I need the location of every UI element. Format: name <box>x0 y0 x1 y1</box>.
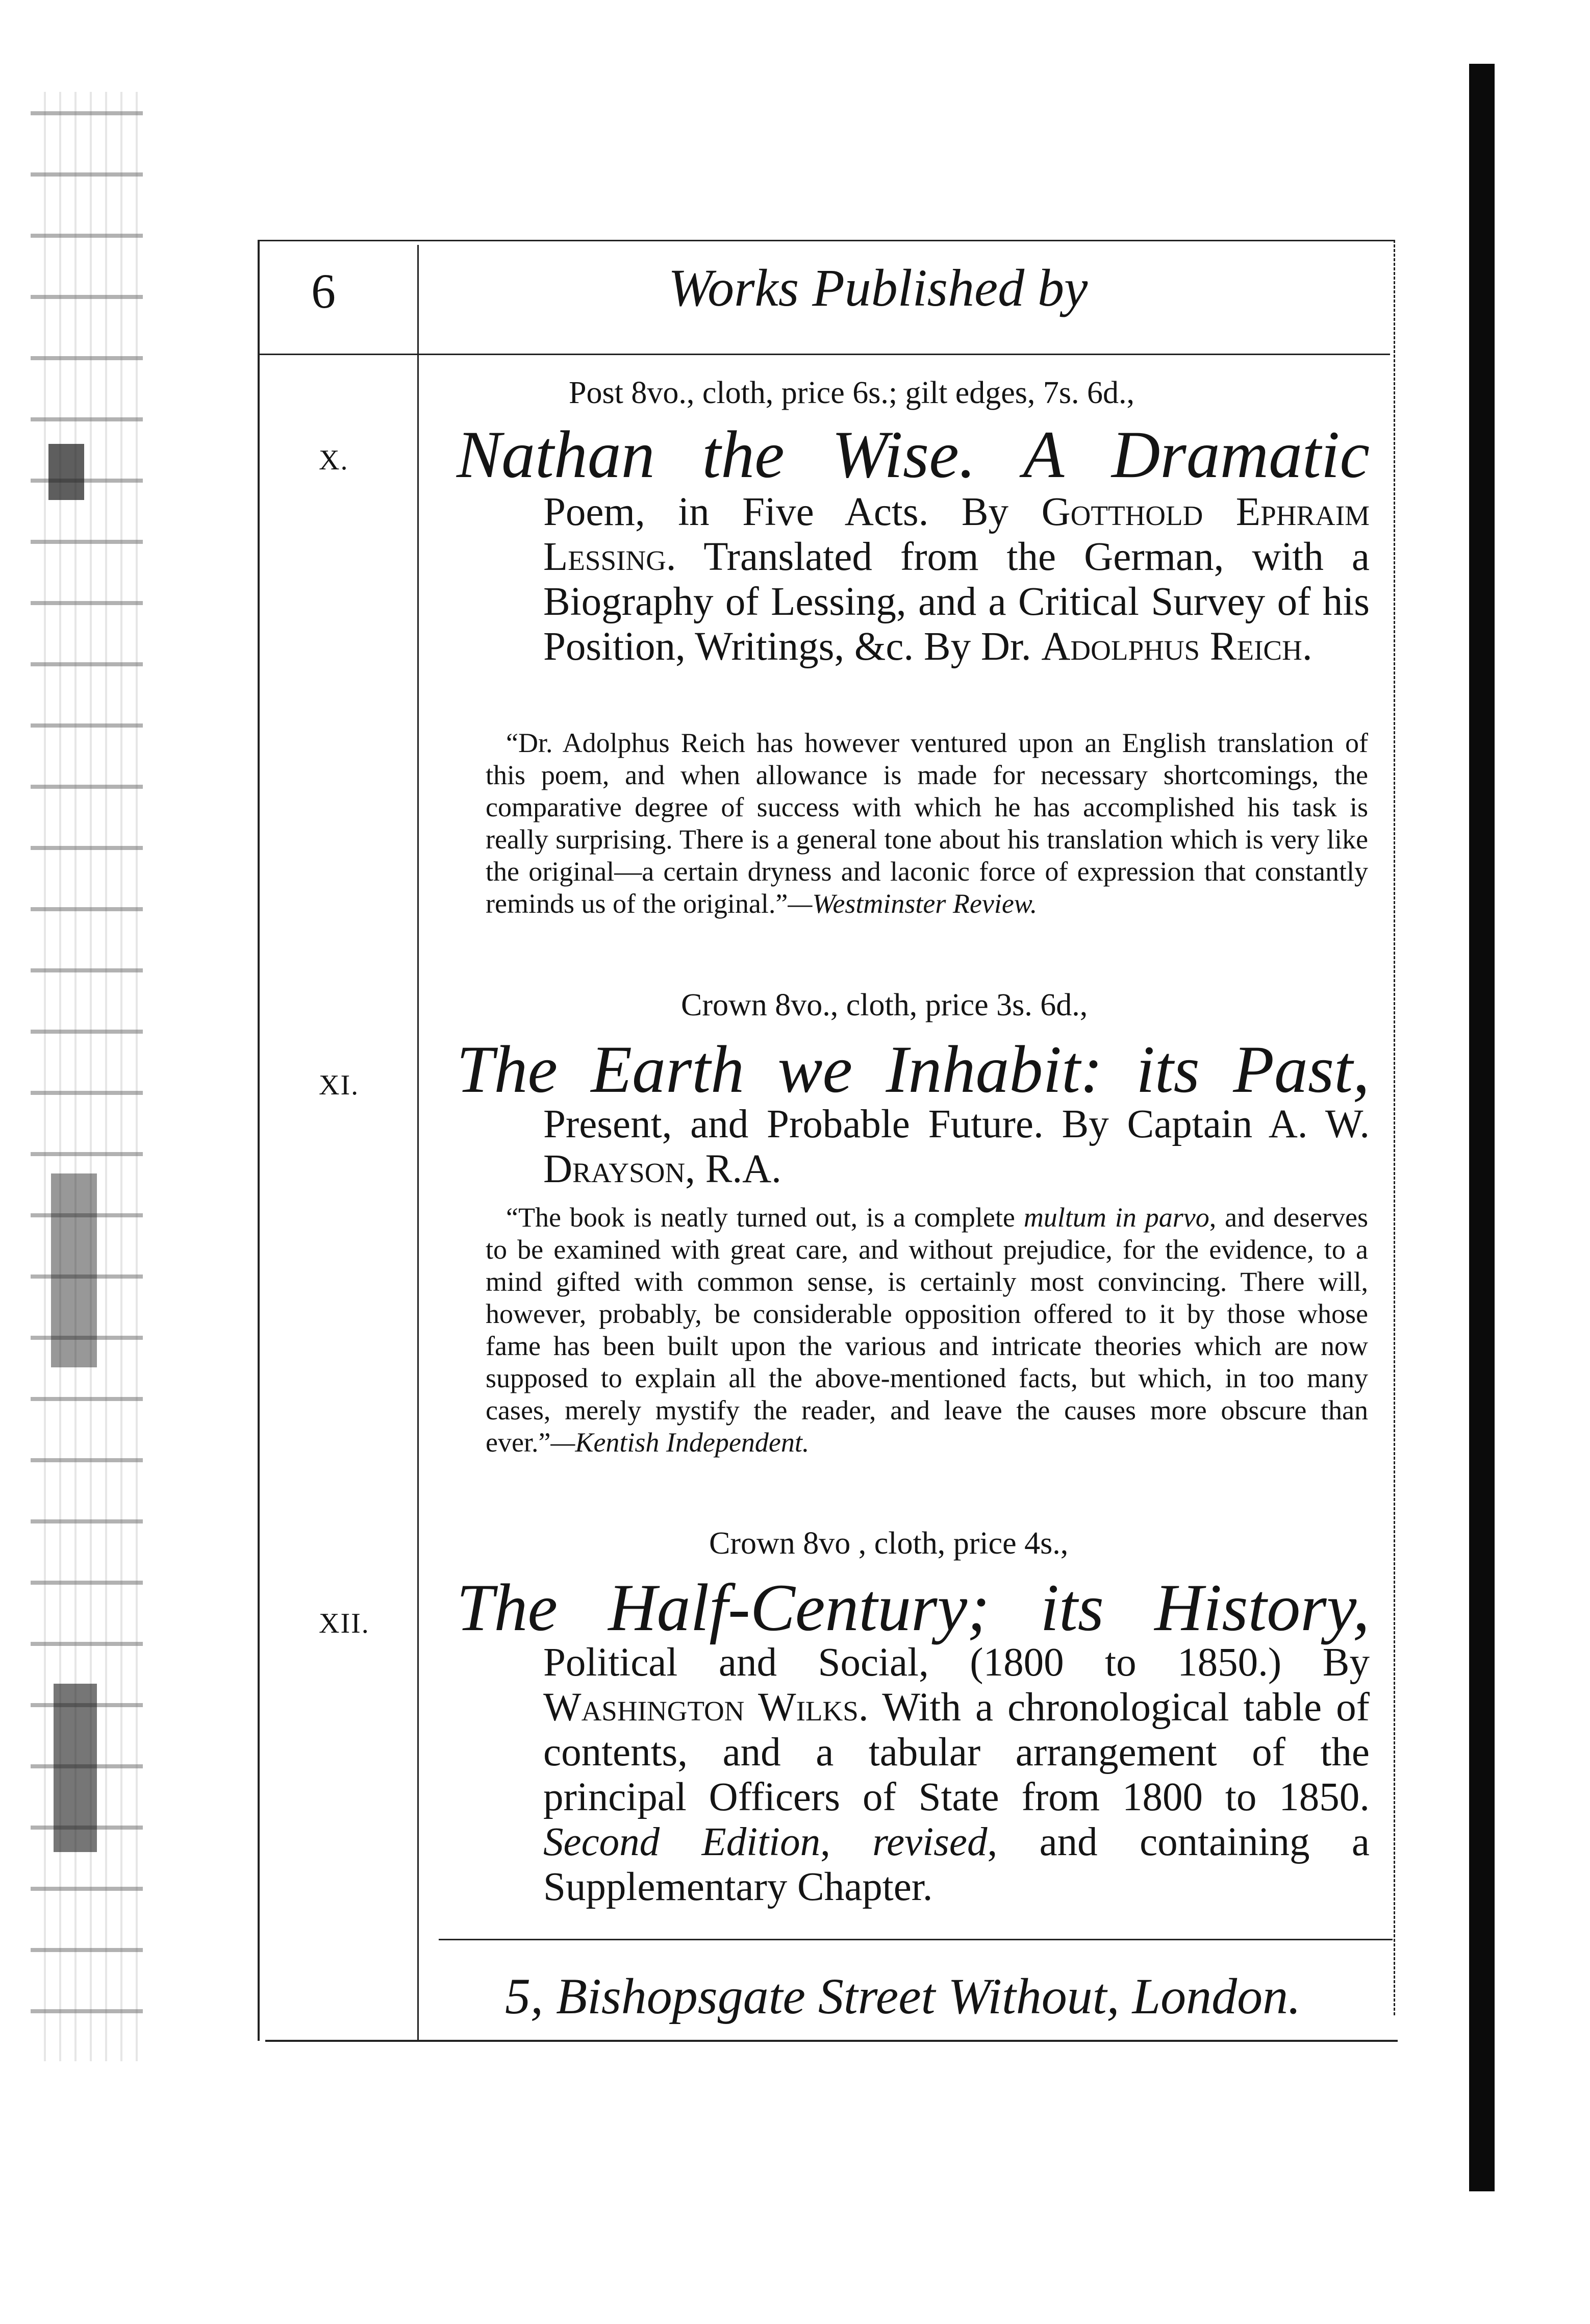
title-word: Past, <box>1233 1032 1370 1107</box>
desc-text: . Translated from the German, with a Biography of Lessing, and a Critical Survey of his Position, Writings, &c. By Dr. <box>543 535 1370 669</box>
title-word: The <box>457 1570 558 1645</box>
desc-text: Political and Social, (1800 to 1850.) By <box>543 1640 1370 1685</box>
frame-right-rule <box>1394 240 1395 2015</box>
entry-description <box>543 490 1370 669</box>
quote-text: “The book is neatly turned out, is a complete <box>506 1202 1024 1233</box>
entry-number: XII. <box>319 1608 370 1639</box>
review-quote <box>486 727 1368 920</box>
author-name: Gotthold Ephraim Lessing <box>543 490 1370 579</box>
desc-emphasis: revised <box>872 1820 988 1864</box>
price-line: Crown 8vo., cloth, price 3s. 6d., <box>681 988 1088 1022</box>
entry-title <box>457 1032 1370 1107</box>
desc-text: , R.A. <box>685 1147 781 1191</box>
review-source: —Kentish Independent. <box>550 1427 810 1458</box>
title-word: we <box>777 1032 853 1107</box>
frame-bottom-rule <box>265 2040 1398 2042</box>
footer-rule <box>439 1939 1393 1940</box>
entry-title <box>457 417 1370 492</box>
desc-text: , and containing a Supplementary Chapter. <box>543 1820 1370 1909</box>
entry-title <box>457 1570 1370 1645</box>
author-name: Washington Wilks <box>543 1685 859 1730</box>
title-word: Dramatic <box>1112 417 1370 492</box>
quote-text: , and deserves to be examined with great care, and without prejudice, for the evidence, to a mind gifted with common sense, is certainly most convincing. There will, however, probably, be considerable opposition offered to it by those whose fame has been built upon the various and intricate theories which are now supposed to explain all the above-mentioned facts, but which, in too many cases, merely mystify the reader, and leave the causes more obscure than ever.” <box>486 1202 1368 1458</box>
desc-emphasis: Second Edition <box>543 1820 821 1864</box>
desc-text: . With a chronological table of contents, and a tabular arrangement of the principal Officers of State from 1800 to 1850. <box>543 1685 1370 1819</box>
price-line: Crown 8vo , cloth, price 4s., <box>709 1526 1069 1561</box>
publisher-address: 5, Bishopsgate Street Without, London. <box>505 1968 1301 2025</box>
title-word: History, <box>1154 1570 1370 1645</box>
quote-text: “Dr. Adolphus Reich has however ventured upon an English translation of this poem, and when allowance is made for necessary shortcomings, the comparative degree of success with which he has accomplished his task is really surprising. There is a general tone about his translation which is very like the original—a certain dryness and laconic force of expression that constantly reminds us of the original.” <box>486 728 1368 919</box>
scan-blot <box>51 1173 97 1367</box>
title-word: the <box>702 417 785 492</box>
quote-emphasis: multum in parvo <box>1023 1202 1209 1233</box>
review-quote <box>486 1202 1368 1459</box>
desc-text: Poem, in Five Acts. By <box>543 490 1042 534</box>
column-divider <box>417 245 419 2041</box>
title-word: Nathan <box>457 417 655 492</box>
entry-description <box>543 1102 1370 1192</box>
desc-text: Present, and Probable Future. By Captain A. W. <box>543 1102 1370 1146</box>
entry-description <box>543 1640 1370 1910</box>
entry-number: X. <box>319 444 349 476</box>
title-word: The <box>457 1032 558 1107</box>
scan-blot <box>48 444 84 500</box>
review-source: —Westminster Review. <box>788 888 1038 919</box>
title-word: its <box>1040 1570 1104 1645</box>
header-rule <box>258 354 1390 355</box>
desc-text: , <box>820 1820 873 1864</box>
title-word: Wise. <box>831 417 976 492</box>
running-head: Works Published by <box>668 259 1088 317</box>
page-number: 6 <box>311 264 336 318</box>
scan-blot <box>54 1684 97 1852</box>
frame-top-rule <box>258 240 1395 241</box>
author-name: Drayson <box>543 1147 686 1191</box>
price-line: Post 8vo., cloth, price 6s.; gilt edges, 7s. 6d., <box>569 376 1135 410</box>
entry-number: XI. <box>319 1069 360 1101</box>
author-name: Adolphus Reich <box>1041 624 1302 669</box>
desc-text: . <box>1302 624 1313 669</box>
frame-left-rule <box>258 240 260 2041</box>
title-word: its <box>1136 1032 1200 1107</box>
title-word: Half-Century; <box>608 1570 990 1645</box>
scan-binding-shadow <box>1469 64 1495 2191</box>
title-word: Earth <box>591 1032 745 1107</box>
title-word: Inhabit: <box>886 1032 1103 1107</box>
title-word: A <box>1023 417 1065 492</box>
